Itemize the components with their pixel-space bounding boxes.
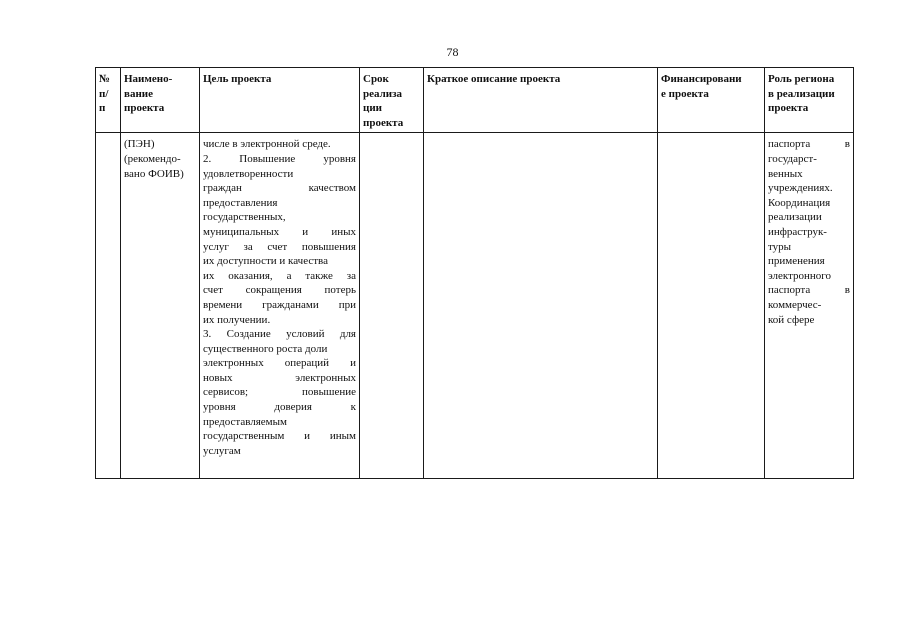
cell-text-line: инфраструк- <box>768 225 827 238</box>
cell-text-line: государст- <box>768 152 817 165</box>
cell-text-line: предоставляемым <box>203 415 287 428</box>
cell-text-line: п/ <box>99 87 109 100</box>
cell-text-line: Цель проекта <box>203 73 272 85</box>
table-header-row <box>96 68 854 133</box>
cell-text-line: кой сфере <box>768 313 815 326</box>
project-table <box>95 67 854 479</box>
cell-text-line: проекта <box>363 116 404 129</box>
cell-text-line: проекта <box>768 102 809 115</box>
cell-text-line: их получении. <box>203 313 271 326</box>
header-project-name <box>121 68 200 133</box>
header-number <box>96 68 121 133</box>
cell-text-line: уровня доверия к <box>203 401 356 414</box>
cell-text-line: реализа <box>363 87 403 100</box>
cell-text-line: государственным и иным <box>203 430 356 443</box>
cell-text-line: в реализации <box>768 87 835 100</box>
cell-text-line: их доступности и качества <box>203 255 328 268</box>
cell-text-line: предоставления <box>203 196 278 209</box>
cell-text-line: коммерчес- <box>768 298 822 311</box>
cell-text-line: их оказания, а также за <box>203 269 356 282</box>
cell-text-line: е проекта <box>661 87 709 100</box>
cell-text-line: применения <box>768 255 825 268</box>
table-row <box>96 133 854 479</box>
cell-text-line: Краткое описание проекта <box>427 73 561 85</box>
cell-text-line: (ПЭН) <box>124 138 155 151</box>
cell-text-line: счет сокращения потерь <box>203 284 356 297</box>
cell-text-line: электронных операций и <box>203 357 356 370</box>
cell-text-line: граждан качеством <box>203 182 356 195</box>
cell-implementation-term <box>360 133 424 479</box>
cell-project-financing <box>658 133 765 479</box>
cell-region-role <box>765 133 854 479</box>
cell-project-name <box>121 133 200 479</box>
cell-text-line: (рекомендо- <box>124 152 181 165</box>
cell-text-line: удовлетворенности <box>203 167 294 180</box>
cell-text-line: услуг за счет повышения <box>203 240 356 253</box>
cell-number <box>96 133 121 479</box>
cell-text-line: № <box>99 73 111 85</box>
cell-text-line: 2. Повышение уровня <box>203 152 356 165</box>
cell-text-line: туры <box>768 240 792 253</box>
cell-text-line: сервисов; повышение <box>203 386 356 399</box>
cell-project-description <box>424 133 658 479</box>
cell-text-line: услугам <box>203 444 241 457</box>
cell-text-line: Срок <box>363 73 389 85</box>
cell-text-line: вание <box>124 87 153 100</box>
cell-text-line: проекта <box>124 102 165 115</box>
cell-text-line: венных <box>768 167 803 180</box>
header-project-financing <box>658 68 765 133</box>
cell-text-line: существенного роста доли <box>203 342 328 355</box>
cell-text-line: электронного <box>768 269 832 282</box>
cell-text-line: государственных, <box>203 211 286 224</box>
page-number: 78 <box>446 45 459 59</box>
cell-text-line: ции <box>363 102 383 115</box>
cell-text-line: числе в электронной среде. <box>203 138 331 151</box>
cell-text-line: Координация <box>768 196 831 209</box>
cell-text-line: 3. Создание условий для <box>203 328 356 341</box>
cell-text-line: времени гражданами при <box>203 298 356 311</box>
header-region-role <box>765 68 854 133</box>
cell-text-line: новых электронных <box>203 371 356 384</box>
cell-text-line: п <box>99 102 106 115</box>
cell-text-line: Роль региона <box>768 73 835 85</box>
cell-text-line: реализации <box>768 211 822 224</box>
cell-text-line: муниципальных и иных <box>203 225 356 238</box>
cell-text-line: паспорта в <box>768 284 850 297</box>
cell-text-line: паспорта в <box>768 138 850 151</box>
header-project-description <box>424 68 658 133</box>
cell-text-line: Наимено- <box>124 73 173 85</box>
cell-text-line: учреждениях. <box>768 182 833 195</box>
cell-project-goal <box>200 133 360 479</box>
header-implementation-term <box>360 68 424 133</box>
cell-text-line: Финансировани <box>661 73 742 85</box>
header-project-goal <box>200 68 360 133</box>
cell-text-line: вано ФОИВ) <box>124 167 184 180</box>
